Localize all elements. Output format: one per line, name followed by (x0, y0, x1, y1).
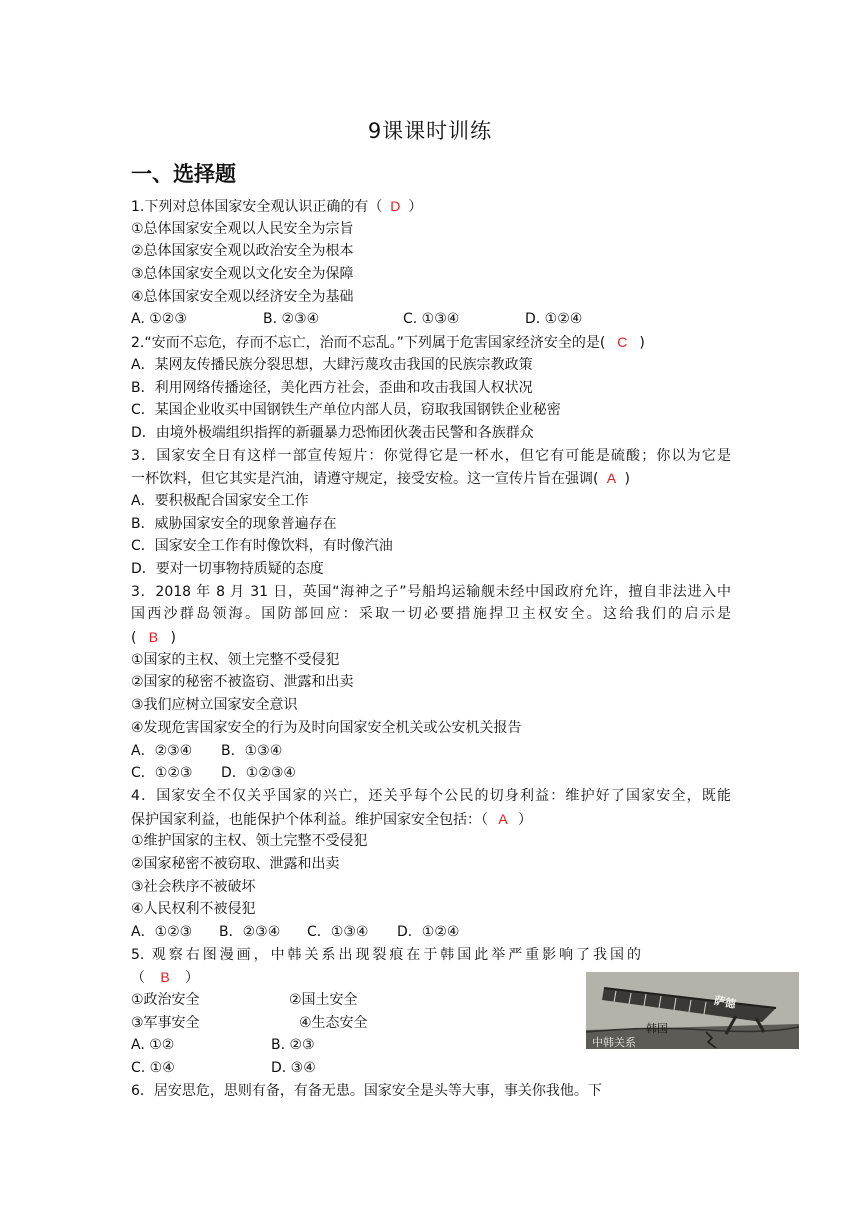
statement: ①国家的主权、领土完整不受侵犯 (131, 651, 340, 668)
option: C．某国企业收买中国钢铁生产单位内部人员，窃取我国钢铁企业秘密 (131, 402, 561, 419)
option: A．②③④ (131, 742, 193, 759)
bracket: ) (170, 630, 176, 647)
option: C. ①④ (131, 1060, 175, 1077)
option: B. ②③④ (263, 311, 320, 328)
statement: ③军事安全 (131, 1014, 200, 1031)
options-row (131, 308, 731, 331)
page-title: 9课课时训练 (367, 119, 493, 143)
option: B．②③④ (219, 924, 281, 940)
cartoon-label: 中韩关系 (592, 1036, 636, 1049)
statement: ④总体国家安全观以经济安全为基础 (131, 288, 354, 305)
cartoon-image (586, 972, 799, 1049)
options-row (131, 921, 731, 944)
question-1-stem (131, 195, 731, 218)
option: B．①③④ (221, 742, 283, 759)
answer-mark: D (390, 198, 401, 214)
question-4-line (131, 808, 731, 831)
bracket: ） (408, 199, 423, 215)
option: D. ①②④ (525, 311, 583, 328)
option: D．由境外极端组织指挥的新疆暴力恐怖团伙袭击民警和各族群众 (131, 424, 534, 441)
answer-mark: B (160, 969, 170, 986)
statement: ③我们应树立国家安全意识 (131, 697, 298, 714)
bracket: ) (639, 335, 645, 352)
options-row (131, 740, 731, 763)
option: C．国家安全工作有时像饮料，有时像汽油 (131, 538, 393, 555)
answer-mark: B (148, 629, 159, 646)
question-3a-line: 3．国家安全日有这样一部宣传短片：你觉得它是一杯水，但它有可能是硫酸；你以为它是 (131, 447, 731, 464)
option: B．利用网络传播途径，美化西方社会，歪曲和攻击我国人权状况 (131, 379, 533, 396)
statement: ②总体国家安全观以政治安全为根本 (131, 243, 354, 260)
option: C. ①③④ (403, 311, 460, 328)
statement: ①维护国家的主权、领土完整不受侵犯 (131, 833, 368, 850)
statement: ④生态安全 (299, 1014, 368, 1031)
cartoon-label: 韩国 (646, 1022, 668, 1035)
option: A. ①② (131, 1037, 175, 1054)
question-2-stem (131, 331, 731, 354)
option: A．①②③ (131, 924, 193, 940)
option: A．要积极配合国家安全工作 (131, 492, 309, 509)
option: C．①②③ (131, 765, 193, 782)
option: A. ①②③ (131, 311, 187, 328)
question-text: 保护国家利益，也能保护个体利益。维护国家安全包括：（ (131, 811, 488, 828)
statement: ①总体国家安全观以人民安全为宗旨 (131, 220, 354, 237)
answer-mark: A (606, 470, 617, 487)
option: A．某网友传播民族分裂思想，大肆污蔑攻击我国的民族宗教政策 (131, 356, 533, 373)
question-3a-line (131, 467, 731, 490)
bracket: （ (131, 970, 145, 987)
answer-mark: C (617, 334, 628, 351)
option: C．①③④ (307, 924, 369, 940)
statement: ④发现危害国家安全的行为及时向国家安全机关或公安机关报告 (131, 719, 522, 736)
cartoon-label: 萨德 (712, 993, 738, 1012)
bracket: ） (518, 811, 532, 828)
options-row (131, 1057, 731, 1080)
options-row (131, 762, 731, 785)
question-text: 2.“安而不忘危，存而不忘亡，治而不忘乱。”下列属于危害国家经济安全的是( (131, 335, 606, 352)
statement: ②国家秘密不被窃取、泄露和出卖 (131, 855, 340, 872)
option: D．要对一切事物持质疑的态度 (131, 561, 324, 577)
question-text: 1.下列对总体国家安全观认识正确的有（ (131, 199, 383, 215)
answer-mark: A (498, 810, 508, 827)
question-5-line: 5. 观察右图漫画，中韩关系出现裂痕在于韩国此举严重影响了我国的 (131, 946, 641, 963)
statement: ②国土安全 (289, 992, 358, 1009)
statement: ①政治安全 (131, 992, 200, 1009)
option: D. ③④ (271, 1060, 316, 1077)
statement: ③总体国家安全观以文化安全为保障 (131, 266, 354, 283)
option: D．①②④ (397, 924, 460, 940)
option: D．①②③④ (221, 765, 296, 782)
question-3b-line: 3．2018 年 8 月 31 日，英国“海神之子”号船坞运输舰未经中国政府允许，擅自非法进入中 (131, 583, 731, 600)
option: B．威胁国家安全的现象普遍存在 (131, 515, 337, 532)
question-text: 一杯饮料，但它其实是汽油，请遵守规定，接受安检。这一宣传片旨在强调( (131, 471, 599, 488)
bracket: ( (131, 630, 137, 647)
statement: ④人民权利不被侵犯 (131, 901, 256, 918)
section-heading: 一、选择题 (131, 162, 236, 186)
question-3b-line: 国西沙群岛领海。国防部回应：采取一切必要措施捍卫主权安全。这给我们的启示是 (131, 606, 731, 623)
question-6-line: 6．居安思危，思则有备，有备无患。国家安全是头等大事，事关你我他。下 (131, 1082, 602, 1099)
bracket: ) (624, 471, 630, 488)
statement: ③社会秩序不被破坏 (131, 878, 256, 895)
statement: ②国家的秘密不被盗窃、泄露和出卖 (131, 674, 354, 691)
option: B. ②③ (271, 1037, 315, 1054)
questions (131, 195, 731, 1103)
question-4-line: 4．国家安全不仅关乎国家的兴亡，还关乎每个公民的切身利益：维护好了国家安全，既能 (131, 787, 731, 804)
question-3b-answer-line (131, 626, 731, 649)
bracket: ） (185, 970, 199, 987)
